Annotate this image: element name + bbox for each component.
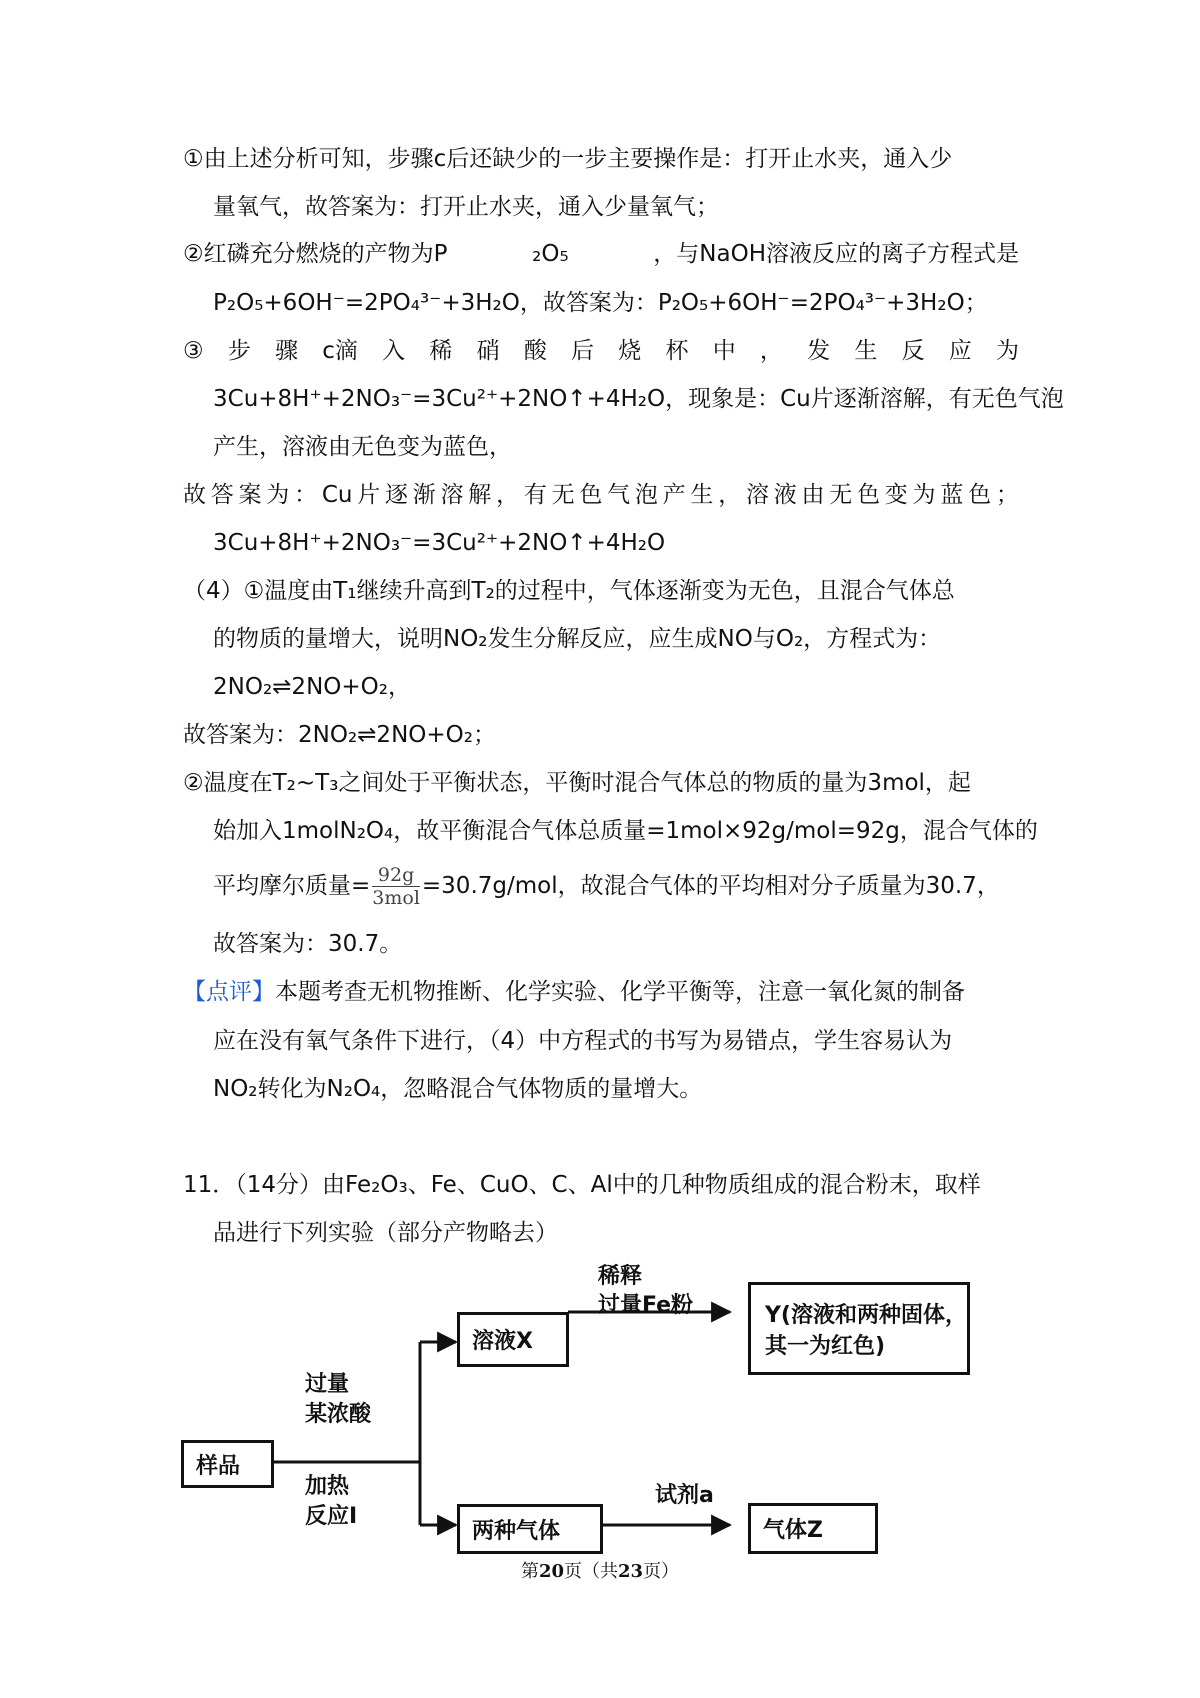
question-11-line-2: 品进行下列实验（部分产物略去） <box>213 1220 558 1246</box>
answer-line-6: 3Cu+8H⁺+2NO₃⁻=3Cu²⁺+2NO↑+4H₂O，现象是：Cu片逐渐溶解，有无色气泡 <box>213 386 1064 412</box>
l8-char: 无 <box>551 482 575 508</box>
l8-char: ； <box>995 482 1019 508</box>
l8-char: 蓝 <box>940 482 964 508</box>
l5-char: 应 <box>948 338 972 364</box>
label-reaction-i: 反应Ⅰ <box>305 1504 358 1529</box>
l8-char: ， <box>718 482 742 508</box>
sample-box: 样品 <box>181 1440 274 1488</box>
l8-char: 产 <box>662 482 686 508</box>
l16-post: =30.7g/mol，故混合气体的平均相对分子质量为30.7， <box>421 873 1000 899</box>
l5-char: ③ <box>183 338 204 364</box>
l8-char: 色 <box>968 482 992 508</box>
l8-char: 色 <box>579 482 603 508</box>
l8-char: 逐 <box>385 482 408 508</box>
l8-char: 溶 <box>440 482 464 508</box>
answer-line-14: ②温度在T₂~T₃之间处于平衡状态，平衡时混合气体总的物质的量为3mol，起 <box>183 770 971 796</box>
comment-line-3: NO₂转化为N₂O₄，忽略混合气体物质的量增大。 <box>213 1076 703 1102</box>
page-footer: 第20页（共23页） <box>520 1561 680 1582</box>
l8-char: Cu <box>321 482 353 508</box>
l5-char: 烧 <box>618 338 642 364</box>
label-heat: 加热 <box>305 1474 350 1499</box>
l8-char: 溶 <box>745 482 769 508</box>
l8-char: 色 <box>857 482 881 508</box>
l8-char: 液 <box>773 482 797 508</box>
label-dilute: 稀释 <box>598 1264 643 1289</box>
two-gases-box: 两种气体 <box>457 1504 603 1554</box>
page-number: 20 <box>538 1561 564 1582</box>
solution-x-box: 溶液X <box>457 1312 569 1367</box>
l5-char: ， <box>759 338 783 364</box>
total-pages: 23 <box>618 1561 644 1582</box>
label-conc-acid: 某浓酸 <box>305 1402 372 1427</box>
l5-char: 后 <box>571 338 595 364</box>
y-line-2: 其一为红色) <box>765 1333 886 1359</box>
l8-char: ： <box>294 482 318 508</box>
l5-char: 杯 <box>665 338 689 364</box>
comment-tag: 【点评】 <box>183 979 275 1005</box>
answer-line-12: 2NO₂⇌2NO+O₂， <box>213 674 411 700</box>
l5-char: 生 <box>854 338 878 364</box>
l5-char: c滴 <box>322 338 358 364</box>
fraction-numerator: 92g <box>372 864 420 887</box>
l8-char: 答 <box>210 482 234 508</box>
answer-line-13: 故答案为：2NO₂⇌2NO+O₂； <box>183 722 496 748</box>
l8-char: 案 <box>238 482 262 508</box>
answer-line-17: 故答案为：30.7。 <box>213 931 403 957</box>
l5-char: 为 <box>996 338 1019 364</box>
l5-char: 入 <box>382 338 406 364</box>
l8-char: 气 <box>607 482 631 508</box>
answer-line-11: 的物质的量增大，说明NO₂发生分解反应，应生成NO与O₂，方程式为： <box>213 626 942 652</box>
l8-char: 片 <box>357 482 381 508</box>
l3-part-b: ₂O₅ <box>532 241 569 267</box>
label-reagent-a: 试剂a <box>655 1483 714 1508</box>
answer-line-1: ①由上述分析可知，步骤c后还缺少的一步主要操作是：打开止水夹，通入少 <box>183 146 953 172</box>
l3-part-a: ②红磷充分燃烧的产物为P <box>183 241 448 267</box>
l8-char: 故 <box>183 482 206 508</box>
l5-char: 硝 <box>476 338 500 364</box>
answer-line-7: 产生，溶液由无色变为蓝色， <box>213 434 512 460</box>
l3-part-c: ，与NaOH溶液反应的离子方程式是 <box>653 241 1019 267</box>
l5-char: 酸 <box>523 338 547 364</box>
l8-char: 为 <box>912 482 936 508</box>
comment-text: 本题考查无机物推断、化学实验、化学平衡等，注意一氧化氮的制备 <box>275 979 965 1005</box>
answer-line-10: （4）①温度由T₁继续升高到T₂的过程中，气体逐渐变为无色，且混合气体总 <box>183 578 955 604</box>
fraction-denominator: 3mol <box>372 887 420 909</box>
l5-char: 发 <box>807 338 831 364</box>
l8-char: 由 <box>801 482 825 508</box>
l16-pre: 平均摩尔质量= <box>213 873 371 899</box>
l8-char: 泡 <box>634 482 658 508</box>
answer-line-15: 始加入1molN₂O₄，故平衡混合气体总质量=1mol×92g/mol=92g，混合气体的 <box>213 818 1038 844</box>
l5-char: 步 <box>227 338 251 364</box>
y-line-1: Y(溶液和两种固体， <box>765 1302 967 1328</box>
l8-char: 无 <box>829 482 853 508</box>
y-box <box>748 1282 970 1375</box>
answer-line-9: 3Cu+8H⁺+2NO₃⁻=3Cu²⁺+2NO↑+4H₂O <box>213 530 666 556</box>
l5-char: 反 <box>901 338 925 364</box>
label-excess-fe: 过量Fe粉 <box>598 1293 694 1318</box>
gas-z-box: 气体Z <box>748 1503 878 1554</box>
l8-char: 有 <box>523 482 547 508</box>
question-11-line-1: 11．（14分）由Fe₂O₃、Fe、CuO、C、Al中的几种物质组成的混合粉末，取样 <box>183 1172 981 1198</box>
l5-char: 中 <box>712 338 736 364</box>
label-excess: 过量 <box>305 1372 350 1397</box>
l8-char: 变 <box>884 482 908 508</box>
l8-char: ， <box>496 482 520 508</box>
l8-char: 解 <box>468 482 492 508</box>
answer-line-4: P₂O₅+6OH⁻=2PO₄³⁻+3H₂O，故答案为：P₂O₅+6OH⁻=2PO₄³⁻+3H₂O； <box>213 290 988 316</box>
l5-char: 稀 <box>429 338 453 364</box>
comment-line-2: 应在没有氧气条件下进行，（4）中方程式的书写为易错点，学生容易认为 <box>213 1028 953 1054</box>
answer-line-2: 量氧气，故答案为：打开止水夹，通入少量氧气； <box>213 194 719 220</box>
l8-char: 渐 <box>412 482 436 508</box>
l8-char: 生 <box>690 482 714 508</box>
l8-char: 为 <box>266 482 290 508</box>
l5-char: 骤 <box>275 338 299 364</box>
